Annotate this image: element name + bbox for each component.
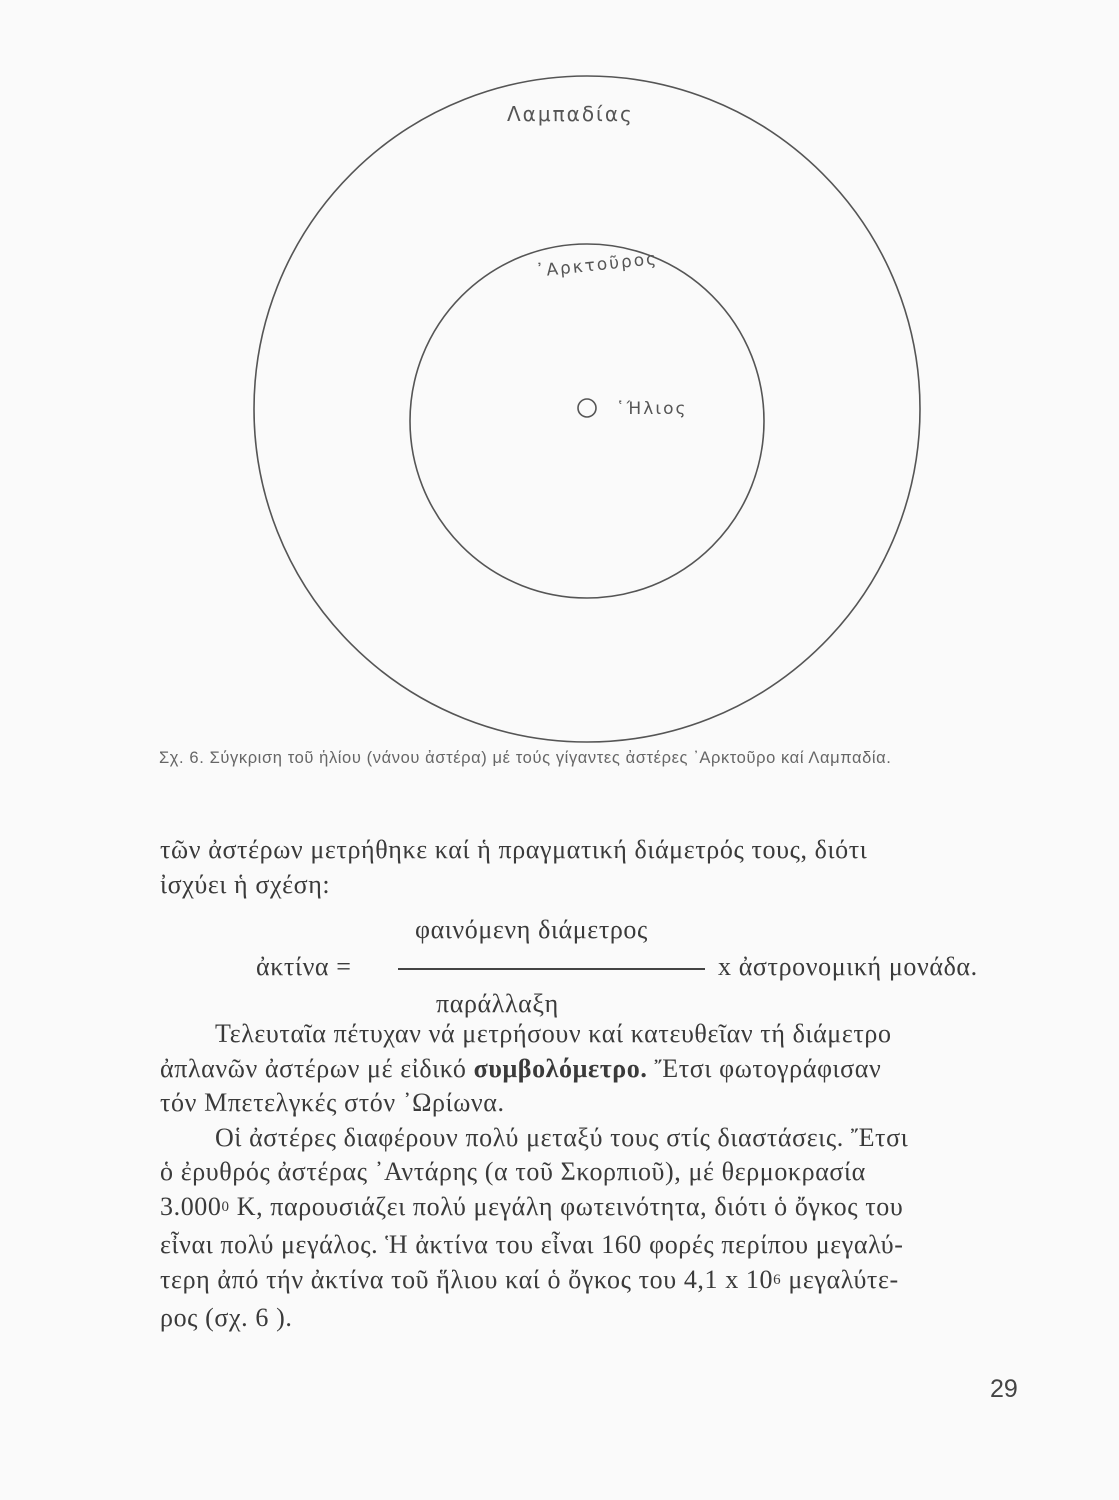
arktouros-circle — [410, 244, 764, 598]
formula-rhs: x ἀστρονομική μονάδα. — [718, 952, 978, 981]
text-line: Τελευταῖα πέτυχαν νά μετρήσουν καί κατευθεῖαν τή διάμετρο — [215, 1019, 892, 1048]
formula-numerator: φαινόμενη διάμετρος — [415, 915, 648, 944]
formula-lhs: ἀκτίνα = — [256, 952, 352, 981]
paragraph-1 — [160, 833, 867, 902]
main-text — [160, 1017, 1030, 1336]
radius-formula — [0, 915, 1119, 1025]
superscript: 6 — [773, 1271, 782, 1288]
lampadias-label: Λαμπαδίας — [507, 102, 634, 126]
star-size-diagram — [0, 0, 1119, 745]
superscript: 0 — [221, 1198, 230, 1215]
page-number: 29 — [990, 1375, 1018, 1403]
text-line: Οἱ ἀστέρες διαφέρουν πολύ μεταξύ τους στίς διαστάσεις. Ἔτσι — [215, 1122, 909, 1152]
text-span: K, παρουσιάζει πολύ μεγάλη φωτεινότητα, διότι ὁ ὄγκος του — [229, 1191, 904, 1221]
text-line — [160, 1190, 1030, 1229]
fraction-bar — [398, 968, 705, 970]
figure-caption: Σχ. 6. Σύγκριση τοῦ ἡλίου (νάνου ἀστέρα) μέ τούς γίγαντες ἀστέρες ᾿Αρκτοῦρο καί Λαμπαδία. — [159, 749, 892, 767]
sun-circle — [578, 399, 596, 417]
text-line: εἶναι πολύ μεγάλος. Ἡ ἀκτίνα του εἶναι 160 φορές περίπου μεγαλύ- — [160, 1230, 904, 1259]
bold-term: συμβολόμετρο. — [473, 1053, 648, 1083]
text-span: Ἔτσι φωτογράφισαν — [647, 1053, 882, 1083]
text-line: ρος (σχ. 6 ). — [160, 1303, 293, 1332]
text-line: ὁ ἐρυθρός ἀστέρας ᾿Αντάρης (α τοῦ Σκορπιοῦ), μέ θερμοκρασία — [160, 1157, 866, 1186]
sun-label: ῾Ήλιος — [616, 399, 688, 419]
text-span: μεγαλύτε- — [781, 1264, 899, 1294]
text-line: τόν Μπετελγκές στόν ᾿Ωρίωνα. — [160, 1088, 505, 1117]
arktouros-label: ᾿Αρκτοῦρος — [534, 248, 660, 282]
text-span: ἀπλανῶν ἀστέρων μέ εἰδικό — [160, 1053, 474, 1083]
text-line — [160, 1052, 1030, 1087]
text-line: τῶν ἀστέρων μετρήθηκε καί ἡ πραγματική διάμετρός τους, διότι — [160, 835, 868, 864]
text-span: τερη ἀπό τήν ἀκτίνα τοῦ ἥλιου καί ὁ ὄγκος του 4,1 x 10 — [160, 1264, 774, 1294]
text-line: ἰσχύει ἡ σχέση: — [160, 869, 331, 899]
lampadias-circle — [254, 76, 920, 742]
text-line — [160, 1263, 1030, 1302]
text-span: 3.000 — [160, 1191, 222, 1221]
formula-denominator: παράλλαξη — [436, 989, 559, 1018]
